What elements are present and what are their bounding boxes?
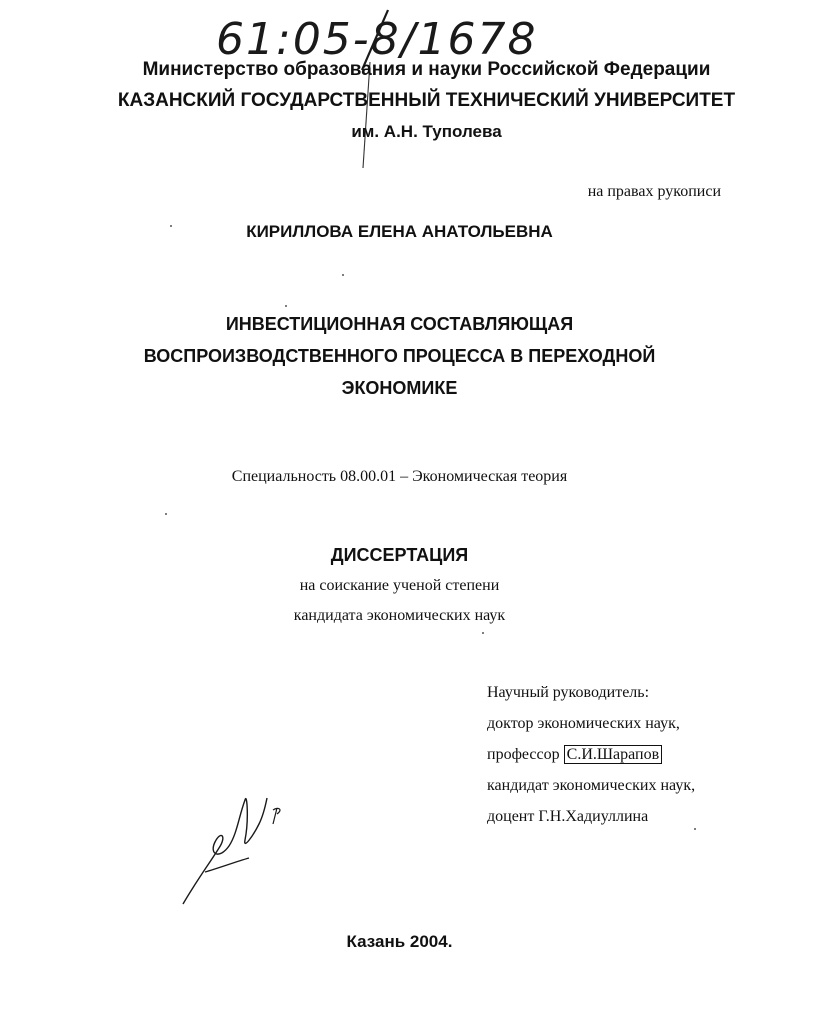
supervisor-2-degree: кандидат экономических наук, xyxy=(487,777,696,794)
scan-speck xyxy=(342,274,344,276)
supervisors-heading: Научный руководитель: xyxy=(487,684,650,701)
supervisor-1-name-boxed: С.И.Шарапов xyxy=(564,745,662,764)
author-name: КИРИЛЛОВА ЕЛЕНА АНАТОЛЬЕВНА xyxy=(246,222,553,241)
supervisor-1-title: профессор xyxy=(487,746,560,763)
university-name: КАЗАНСКИЙ ГОСУДАРСТВЕННЫЙ ТЕХНИЧЕСКИЙ УНИВЕРСИТЕТ xyxy=(117,90,736,111)
ministry-name: Министерство образования и науки Российской Федерации xyxy=(142,59,711,80)
scan-speck xyxy=(482,632,484,634)
city-and-year: Казань 2004. xyxy=(346,932,453,951)
specialty-line: Специальность 08.00.01 – Экономическая теория xyxy=(231,468,568,485)
supervisor-1-degree: доктор экономических наук, xyxy=(487,715,680,732)
university-named-after: им. А.Н. Туполева xyxy=(351,122,502,141)
degree-line-1: на соискание ученой степени xyxy=(299,577,500,594)
supervisors-block xyxy=(487,683,695,838)
scan-speck xyxy=(285,305,287,307)
document-type: ДИССЕРТАЦИЯ xyxy=(330,545,469,565)
dissertation-title-line-1: ИНВЕСТИЦИОННАЯ СОСТАВЛЯЮЩАЯ xyxy=(225,314,574,334)
dissertation-title-line-2: ВОСПРОИЗВОДСТВЕННОГО ПРОЦЕССА В ПЕРЕХОДНОЙ xyxy=(143,346,656,366)
svg-text:61:05-8/1678: 61:05-8/1678 xyxy=(216,14,538,65)
supervisor-2-line: доцент Г.Н.Хадиуллина xyxy=(487,808,649,825)
scan-speck xyxy=(694,828,696,830)
supervisor-1-line xyxy=(487,745,695,776)
dissertation-title-line-3: ЭКОНОМИКЕ xyxy=(341,378,458,398)
scan-speck xyxy=(170,225,172,227)
manuscript-rights-note: на правах рукописи xyxy=(587,183,721,200)
scan-speck xyxy=(165,513,167,515)
handwritten-signature xyxy=(175,780,295,910)
degree-line-2: кандидата экономических наук xyxy=(293,607,506,624)
